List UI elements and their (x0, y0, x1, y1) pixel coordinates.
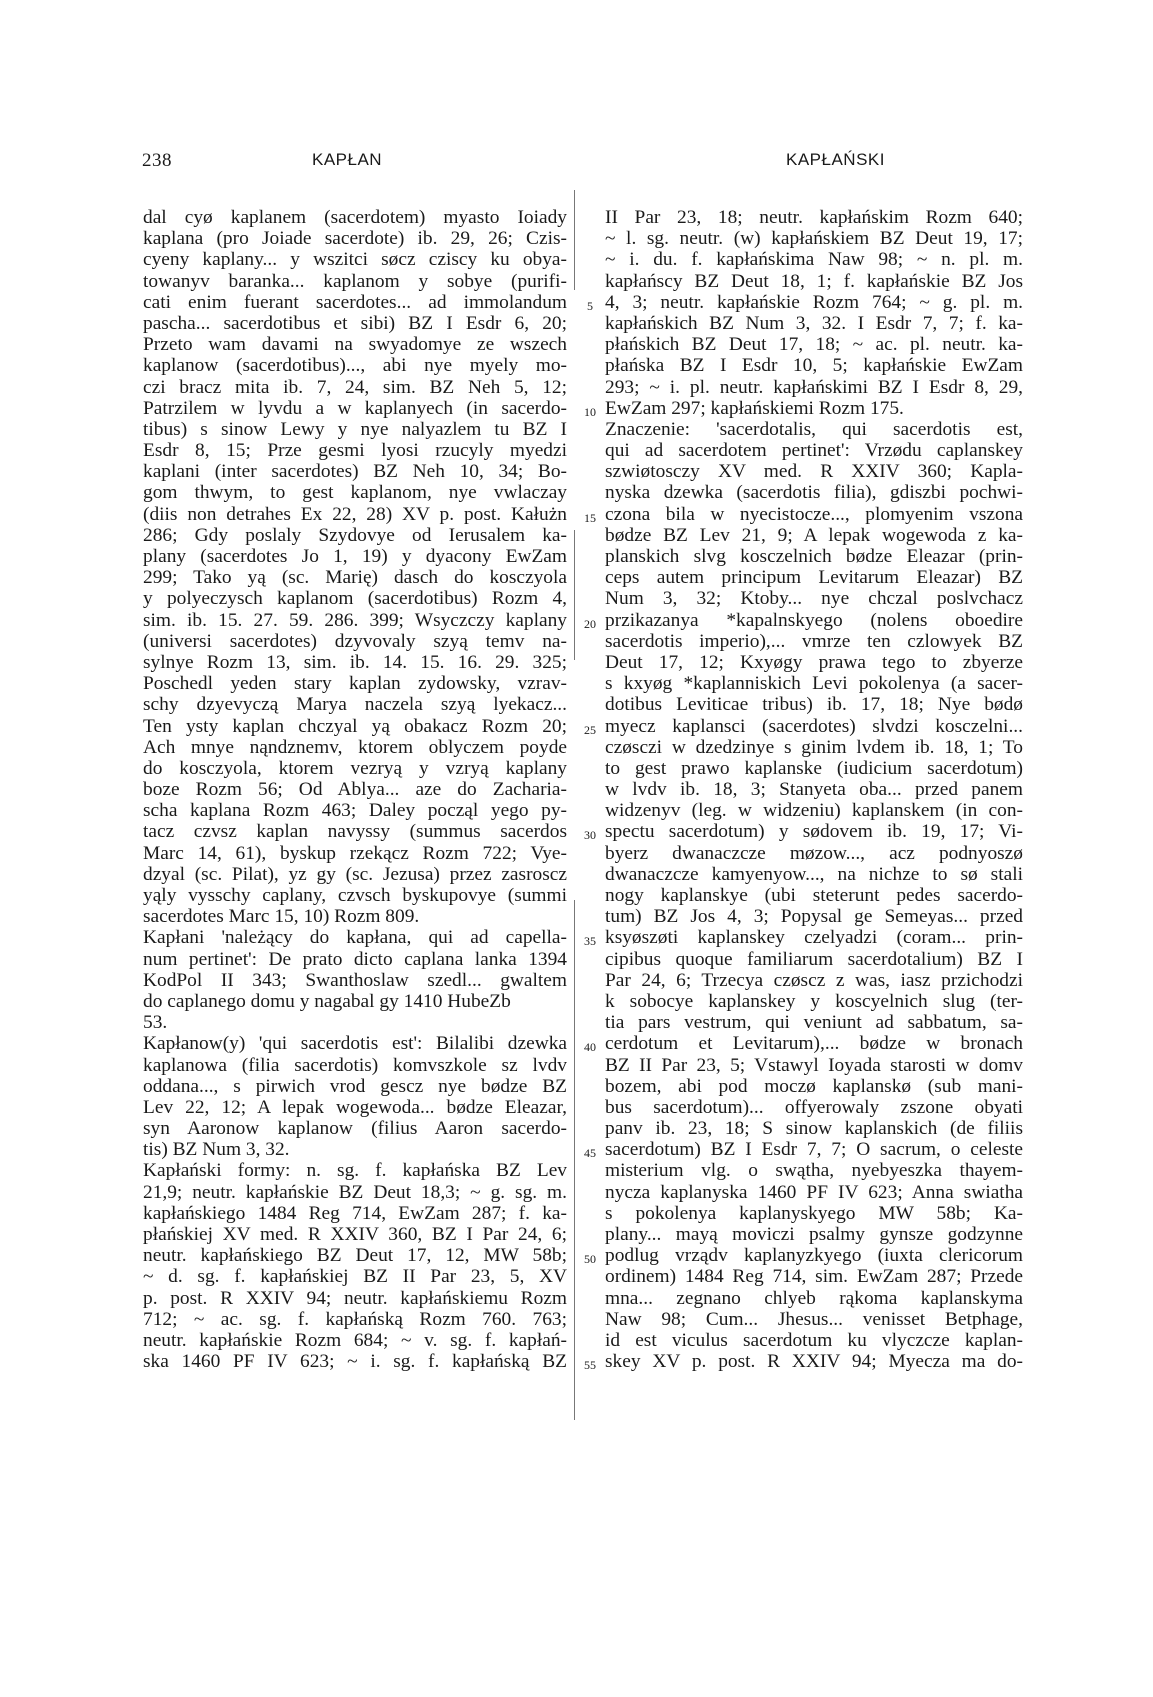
line-number (578, 440, 602, 461)
line-number (578, 377, 602, 398)
text-line: czi bracz mita ib. 7, 24, sim. BZ Neh 5, 12; (143, 376, 567, 398)
page-header (0, 150, 1153, 180)
line-number (578, 1097, 602, 1118)
text-line: sacerdotes Marc 15, 10) Rozm 809. (143, 906, 420, 928)
text-line: misterium vlg. o swątha, nyebyeszka thayem- (605, 1160, 1023, 1182)
text-line: 299; Tako yą (sc. Marię) dasch do kosczyola (143, 567, 567, 589)
line-number (578, 249, 602, 270)
text-line: płańskiej XV med. R XXIV 360, BZ I Par 24, 6; (143, 1224, 567, 1245)
text-line: mna... zegnano chlyeb rąkoma kaplanskyma (605, 1287, 1023, 1309)
text-line: Esdr 8, 15; Prze gesmi lyosi rzucyly myedzi (143, 440, 567, 462)
text-line: Lev 22, 12; A lepak wogewoda... bødze Eleazar, (143, 1096, 567, 1118)
line-number (578, 821, 602, 842)
text-line: do kosczyola, ktorem vezryą y vzryą kaplany (143, 757, 567, 779)
text-line: Znaczenie: 'sacerdotalis, qui sacerdotis est, (605, 418, 1023, 440)
text-line: widzenyv (leg. w widzeniu) kaplanskem (in con- (605, 800, 1023, 822)
column-divider-middle (574, 530, 575, 660)
text-line: Ten ysty kaplan chczyal yą obakacz Rozm 20; (143, 715, 567, 737)
text-line: kapłańskich BZ Num 3, 32. I Esdr 7, 7; f. ka- (605, 312, 1023, 334)
text-line: ordinem) 1484 Reg 714, sim. EwZam 287; Przede (605, 1266, 1023, 1288)
line-number (578, 1055, 602, 1076)
line-number (578, 1203, 602, 1224)
line-number (578, 1012, 602, 1033)
text-line: id est viculus sacerdotum ku vlyczcze kaplan- (605, 1329, 1023, 1351)
text-line: czona bila w nyecistocze..., plomyenim vszona (605, 503, 1023, 525)
text-line: kapłańskiego 1484 Reg 714, EwZam 287; f. ka- (143, 1202, 567, 1224)
text-line: ceps autem principum Levitarum Eleazar) BZ (605, 567, 1023, 589)
line-number (578, 843, 602, 864)
text-line: ~ l. sg. neutr. (w) kapłańskiem BZ Deut 19, 17; (605, 228, 1023, 250)
line-number (578, 1033, 602, 1054)
running-head-left: KAPŁAN (312, 150, 383, 169)
text-line: bozem, abi pod moczø kaplanskø (sub mani- (605, 1075, 1023, 1097)
text-line: Deut 17, 12; Kxyøgy prawa tego to zbyerze (605, 651, 1023, 673)
text-line: gom thwym, to gest kaplanom, nye vwlaczay (143, 482, 567, 504)
text-line: qui ad sacerdotem pertinet': Vrzødu caplanskey (605, 440, 1023, 462)
line-number (578, 313, 602, 334)
text-line: pascha... sacerdotibus et sibi) BZ I Esdr 6, 20; (143, 312, 567, 334)
text-line: (universi sacerdotes) dzyvovaly szyą temv na- (143, 630, 567, 652)
line-number (578, 1160, 602, 1181)
text-line: EwZam 297; kapłańskiemi Rozm 175. (605, 397, 904, 419)
line-number (578, 1309, 602, 1330)
text-line: sim. ib. 15. 27. 59. 286. 399; Wsyczczy kaplany (143, 609, 567, 631)
text-line: (diis non detrahes Ex 22, 28) XV p. post. Kałużn (143, 503, 567, 525)
text-line: sacerdotum) BZ I Esdr 7, 7; O sacrum, o celeste (605, 1139, 1023, 1161)
text-line: ~ d. sg. f. kapłańskiej BZ II Par 23, 5, XV (143, 1266, 567, 1288)
column-divider-top (574, 190, 575, 290)
text-line: to gest prawo kaplanske (iudicium sacerdotum) (605, 757, 1023, 779)
line-number-label: 10 (584, 404, 596, 419)
text-line: schy dzyevyczą Marya naczela szyą lyekacz... (143, 694, 567, 716)
line-number (578, 716, 602, 737)
line-number (578, 779, 602, 800)
text-line: szwiøtosczy XV med. R XXIV 360; Kapla- (605, 461, 1023, 483)
text-line: dwanaczcze kamyenyow..., na nichze to sø stali (605, 863, 1023, 885)
text-line: w lvdv ib. 18, 3; Stanyeta oba... przed panem (605, 779, 1023, 801)
text-line: scha kaplana Rozm 463; Daley począl yego py- (143, 800, 567, 822)
text-line: Poschedl yeden stary kaplan zydowsky, vzrav- (143, 673, 567, 695)
line-number (578, 504, 602, 525)
line-number (578, 1118, 602, 1139)
line-number (578, 652, 602, 673)
text-line: płańskich BZ Deut 17, 18; ~ ac. pl. neutr. ka- (605, 334, 1023, 356)
text-line: tum) BZ Jos 4, 3; Popysal ge Semeyas... przed (605, 906, 1023, 928)
line-number (578, 631, 602, 652)
text-line: ksyøszøti kaplanskey czelyadzi (coram... prin- (605, 927, 1023, 949)
line-number-label: 45 (584, 1146, 596, 1161)
text-line: boze Rozm 56; Od Ablya... aze do Zacharia- (143, 779, 567, 801)
text-line: cipibus quoque familiarum sacerdotalium) BZ I (605, 948, 1023, 970)
line-number (578, 1224, 602, 1245)
text-line: ~ i. du. f. kapłańskima Naw 98; ~ n. pl. m. (605, 249, 1023, 271)
text-line: byerz dwanaczcze møzow..., acz podnyoszø (605, 842, 1023, 864)
line-number (578, 567, 602, 588)
line-number (578, 991, 602, 1012)
line-number (578, 1288, 602, 1309)
text-line: 712; ~ ac. sg. f. kapłańską Rozm 760. 763; (143, 1308, 567, 1330)
text-line: płańska BZ I Esdr 10, 5; kapłańskie EwZam (605, 355, 1023, 377)
text-line: Par 24, 6; Trzecya czøscz z was, iasz przichodzi (605, 969, 1023, 991)
line-number (578, 292, 602, 313)
text-line: kaplanowa (filia sacerdotis) komvszkole sz lvdv (143, 1054, 567, 1076)
line-number-label: 20 (584, 616, 596, 631)
line-number (578, 737, 602, 758)
text-line: tis) BZ Num 3, 32. (143, 1139, 290, 1161)
line-number (578, 1245, 602, 1266)
text-line: tibus) s sinow Lewy y nye nalyazlem tu BZ I (143, 418, 567, 440)
text-line: towanyv baranka... kaplanom y sobye (purifi- (143, 270, 567, 292)
text-line: nyska dzewka (sacerdotis filia), gdiszbi pochwi- (605, 482, 1023, 504)
text-line: p. post. R XXIV 94; neutr. kapłańskiemu Rozm (143, 1287, 567, 1309)
text-line: kaplani (inter sacerdotes) BZ Neh 10, 34; Bo- (143, 461, 567, 483)
line-number (578, 673, 602, 694)
line-number (578, 1266, 602, 1287)
text-line: Przeto wam davami na swyadomye ze wszech (143, 334, 567, 356)
line-number (578, 800, 602, 821)
text-line: Patrzilem w lyvdu a w kaplanyech (in sacerdo- (143, 397, 567, 419)
line-number (578, 1076, 602, 1097)
line-number (578, 906, 602, 927)
text-line: Kapłański formy: n. sg. f. kapłańska BZ Lev (143, 1160, 567, 1182)
line-number (578, 525, 602, 546)
line-number-label: 30 (584, 828, 596, 843)
text-line: II Par 23, 18; neutr. kapłańskim Rozm 640; (605, 207, 1023, 228)
line-number (578, 970, 602, 991)
line-number (578, 482, 602, 503)
text-line: skey XV p. post. R XXIV 94; Myecza ma do- (605, 1351, 1023, 1373)
text-line: cati enim fuerant sacerdotes... ad immolandum (143, 291, 567, 313)
text-line: spectu sacerdotum) y sødovem ib. 19, 17; Vi- (605, 821, 1023, 843)
text-line: sacerdotis imperio),... vmrze ten czlowyek BZ (605, 630, 1023, 652)
text-line: cyeny kaplany... y wszitci søcz cziscy ku obya- (143, 249, 567, 271)
line-number-label: 35 (584, 934, 596, 949)
running-head-right: KAPŁAŃSKI (786, 150, 885, 169)
right-column (605, 207, 1023, 1372)
column-divider-bottom (574, 900, 575, 1420)
text-line: BZ II Par 23, 5; Vstawyl Ioyada starosti w domv (605, 1054, 1023, 1076)
text-line: myecz kaplansci (sacerdotes) slvdzi kosczelni... (605, 715, 1023, 737)
text-line: Num 3, 32; Ktoby... nye chczal poslvchacz (605, 588, 1023, 610)
text-line: do caplanego domu y nagabal gy 1410 HubeZb (143, 990, 511, 1012)
line-number (578, 271, 602, 292)
text-line: planskich slvg kosczelnich bødze Eleazar (prin- (605, 546, 1023, 567)
line-number-label: 5 (587, 298, 593, 313)
text-line: plany... mayą moviczi psalmy gynsze godzynne (605, 1224, 1023, 1245)
line-number (578, 355, 602, 376)
text-line: s kxyøg *kaplanniskich Levi pokolenya (a sacer- (605, 673, 1023, 695)
text-line: podlug vrządv kaplanyzkyego (iuxta clericorum (605, 1245, 1023, 1267)
line-number (578, 927, 602, 948)
line-number-label: 40 (584, 1040, 596, 1055)
text-line: 21,9; neutr. kapłańskie BZ Deut 18,3; ~ g. sg. m. (143, 1181, 567, 1203)
line-number (578, 546, 602, 567)
text-line: neutr. kapłańskiego BZ Deut 17, 12, MW 58b; (143, 1245, 567, 1267)
line-number-label: 55 (584, 1358, 596, 1373)
line-number (578, 419, 602, 440)
line-number (578, 1139, 602, 1160)
text-line: Kapłani 'należący do kapłana, qui ad capella- (143, 927, 567, 949)
text-line: 53. (143, 1012, 168, 1034)
text-line: Ach mnye nąndznemv, ktorem oblyczem poyde (143, 736, 567, 758)
line-number (578, 588, 602, 609)
text-line: k sobocye kaplanskey y koscyelnich slug (ter- (605, 990, 1023, 1012)
text-line: KodPol II 343; Swanthoslaw szedl... gwaltem (143, 969, 567, 991)
line-number-label: 25 (584, 722, 596, 737)
line-number (578, 1351, 602, 1372)
line-number (578, 461, 602, 482)
line-number (578, 694, 602, 715)
text-line: ska 1460 PF IV 623; ~ i. sg. f. kapłańską BZ (143, 1351, 567, 1373)
text-line: sylnye Rozm 13, sim. ib. 14. 15. 16. 29. 325; (143, 651, 567, 673)
text-line: s pokolenya kaplanyskyego MW 58b; Ka- (605, 1202, 1023, 1224)
text-line: tia pars vestrum, qui veniunt ad sabbatum, sa- (605, 1012, 1023, 1034)
text-line: cerdotum et Levitarum),... bødze w bronach (605, 1033, 1023, 1055)
text-line: bus sacerdotum)... offyerowaly zszone obyati (605, 1096, 1023, 1118)
text-line: Kapłanow(y) 'qui sacerdotis est': Bilalibi dzewka (143, 1033, 567, 1055)
text-line: 4, 3; neutr. kapłańskie Rozm 764; ~ g. pl. m. (605, 291, 1023, 313)
text-line: dzyal (sc. Pilat), yz gy (sc. Jezusa) przez zasroscz (143, 863, 567, 885)
line-number (578, 228, 602, 249)
text-line: kapłańscy BZ Deut 18, 1; f. kapłańskie BZ Jos (605, 270, 1023, 292)
line-number (578, 1182, 602, 1203)
line-number (578, 334, 602, 355)
text-line: dotibus Leviticae tribus) ib. 17, 18; Nye bødø (605, 694, 1023, 716)
line-number-label: 50 (584, 1252, 596, 1267)
text-line: Naw 98; Cum... Jhesus... venisset Betphage, (605, 1308, 1023, 1330)
text-line: yąly vysschy caplany, czvsch byskupovye (summi (143, 885, 567, 906)
text-line: syn Aaronow kaplanow (filius Aaron sacerdo- (143, 1118, 567, 1140)
text-line: czøsczi w dzedzinye s ginim lvdem ib. 18, 1; To (605, 736, 1023, 758)
line-number (578, 864, 602, 885)
line-number (578, 1330, 602, 1351)
line-number (578, 758, 602, 779)
text-line: panv ib. 23, 18; S sinow kaplanskich (de filiis (605, 1118, 1023, 1140)
line-number (578, 885, 602, 906)
text-line: 293; ~ i. pl. neutr. kapłańskimi BZ I Esdr 8, 29, (605, 376, 1023, 398)
left-column (143, 207, 567, 1372)
text-line: tacz czvsz kaplan navyssy (summus sacerdos (143, 821, 567, 843)
text-line: przikazanya *kapalnskyego (nolens oboedire (605, 609, 1023, 631)
line-number (578, 398, 602, 419)
text-line: y polyeczysch kaplanom (sacerdotibus) Rozm 4, (143, 588, 567, 610)
line-number-gutter (578, 207, 602, 1372)
text-line: neutr. kapłańskie Rozm 684; ~ v. sg. f. kapłań- (143, 1329, 567, 1351)
line-number (578, 207, 602, 228)
text-line: Marc 14, 61), byskup rzekącz Rozm 722; Vye- (143, 842, 567, 864)
text-line: nogy kaplanskye (ubi steterunt pedes sacerdo- (605, 885, 1023, 906)
text-line: kaplanow (sacerdotibus)..., abi nye myely mo- (143, 355, 567, 377)
page-number: 238 (142, 150, 172, 171)
text-line: kaplana (pro Joiade sacerdote) ib. 29, 26; Czis- (143, 228, 567, 250)
text-line: oddana..., s pirwich vrod gescz nye bødze BZ (143, 1075, 567, 1097)
text-line: 286; Gdy poslaly Szydovye od Ierusalem ka- (143, 524, 567, 546)
line-number-label: 15 (584, 510, 596, 525)
text-line: plany (sacerdotes Jo 1, 19) y dyacony EwZam (143, 546, 567, 567)
text-line: num pertinet': De prato dicto caplana lanka 1394 (143, 948, 567, 970)
text-line: nycza kaplanyska 1460 PF IV 623; Anna swiatha (605, 1181, 1023, 1203)
text-line: dal cyø kaplanem (sacerdotem) myasto Ioiady (143, 207, 567, 228)
line-number (578, 610, 602, 631)
text-line: bødze BZ Lev 21, 9; A lepak wogewoda z ka- (605, 524, 1023, 546)
line-number (578, 949, 602, 970)
